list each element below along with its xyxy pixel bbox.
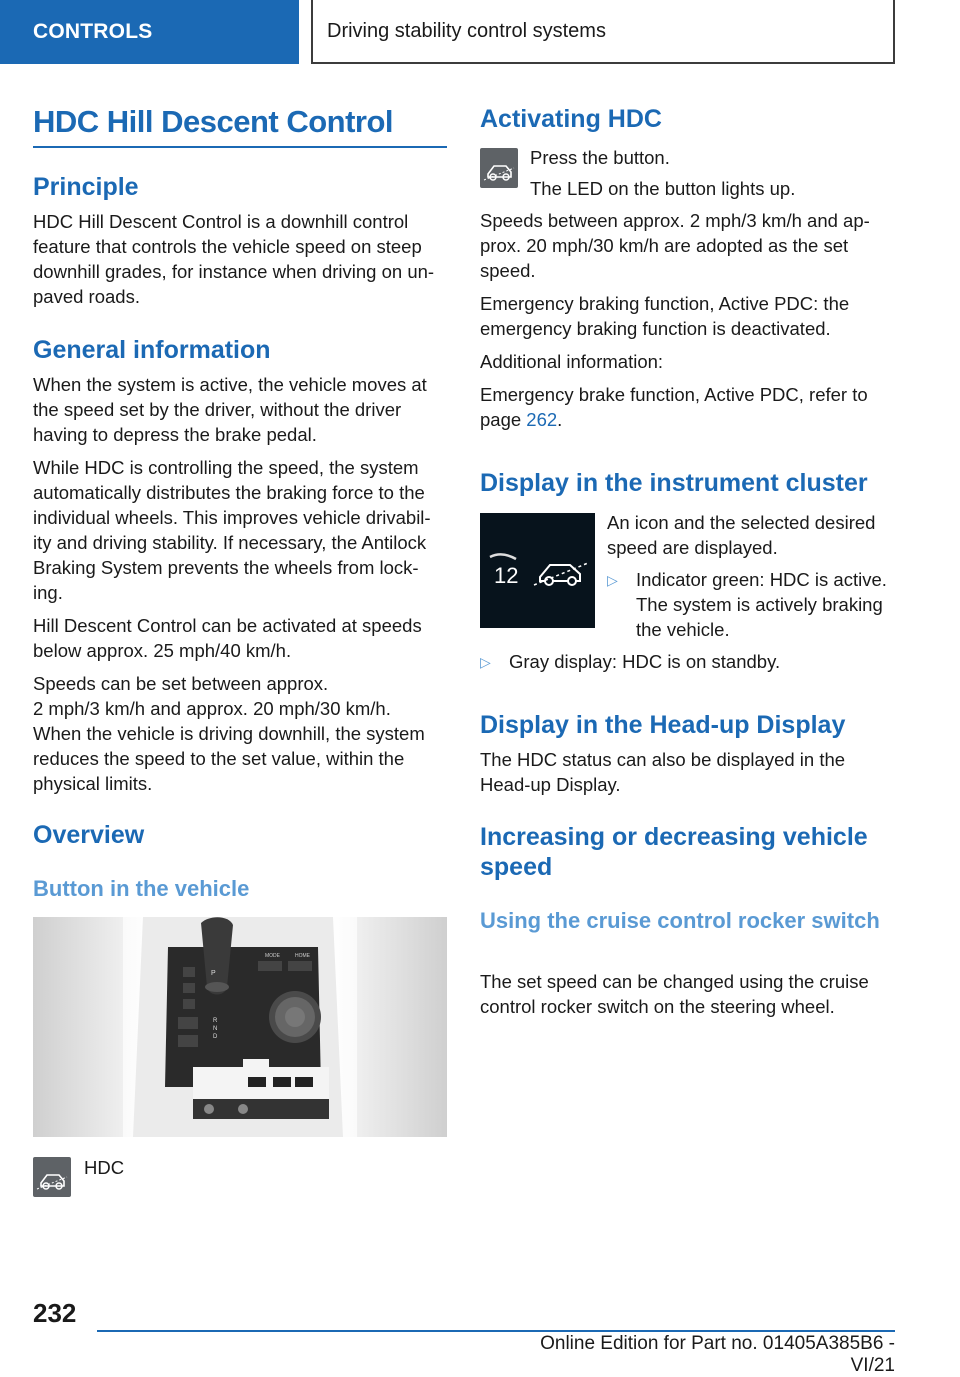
triangle-bullet-icon: ▷ xyxy=(480,654,491,670)
rocker-text: The set speed can be changed using the cruise control rocker switch on the steering wheel. xyxy=(480,971,869,1017)
rocker-heading: Using the cruise control rocker switch xyxy=(480,908,880,933)
page-title: HDC Hill Descent Control xyxy=(33,104,394,139)
activating-section xyxy=(480,208,892,432)
activating-steps xyxy=(530,145,892,201)
home-label: HOME xyxy=(295,953,310,959)
general-p1: When the system is active, the vehicle moves at the speed set by the driver, without the driver having to depress the brake pedal. xyxy=(33,374,427,445)
refer-end: . xyxy=(557,409,563,430)
hud-heading: Display in the Head-up Display xyxy=(480,711,846,739)
gear-n-label: N xyxy=(213,1026,218,1032)
hdc-icon xyxy=(33,1157,71,1197)
cluster-description xyxy=(607,510,892,560)
chapter-header xyxy=(311,0,895,64)
hud-text: The HDC status can also be displayed in the Head-up Display. xyxy=(480,749,846,795)
hdc-caption: HDC xyxy=(84,1157,125,1178)
mode-label: MODE xyxy=(265,953,280,959)
general-p3: Hill Descent Control can be activated at speeds below approx. 25 mph/40 km/h. xyxy=(33,615,422,661)
cluster-speed: 12 xyxy=(494,563,519,588)
page-262-link[interactable]: 262 xyxy=(526,409,558,430)
section-label: CONTROLS xyxy=(33,20,153,43)
hdc-caption-wrap xyxy=(84,1155,124,1180)
principle-heading: Principle xyxy=(33,173,139,201)
general-heading: General information xyxy=(33,336,271,364)
triangle-bullet-icon: ▷ xyxy=(607,572,618,588)
emergency-text: Emergency braking function, Active PDC: the emergency braking function is deactivated. xyxy=(480,293,850,339)
center-console-illustration xyxy=(33,917,447,1137)
cluster-heading: Display in the instrument cluster xyxy=(480,469,868,497)
additional-info: Additional information: xyxy=(480,351,664,372)
cluster-display xyxy=(480,513,595,628)
cluster-hdc-icon xyxy=(534,563,588,585)
bullet-gray xyxy=(480,649,892,675)
hud-section xyxy=(480,747,880,797)
hdc-button-icon xyxy=(480,148,518,188)
cluster-text: An icon and the selected desired speed are displayed. xyxy=(607,512,876,558)
speed-heading: Increasing or decreasing vehicle speed xyxy=(480,823,868,881)
bullet-green-text: Indicator green: HDC is active. The system is actively braking the vehicle. xyxy=(636,569,887,640)
button-heading: Button in the vehicle xyxy=(33,876,250,901)
section-tab xyxy=(0,0,299,64)
press-button-text: Press the button. xyxy=(530,147,670,168)
center-console-photo xyxy=(33,917,447,1137)
general-section xyxy=(33,372,447,796)
general-p4-l3: When the vehicle is driving downhill, the system reduces the speed to the set value, within the physical limits. xyxy=(33,723,425,794)
general-p4-l2: 2 mph/3 km/h and approx. 20 mph/30 km/h. xyxy=(33,698,391,719)
refer-text-line xyxy=(480,382,892,432)
title-rule xyxy=(33,146,447,148)
gear-p-label: P xyxy=(211,970,216,977)
refer-text: Emergency brake function, Active PDC, refer to page xyxy=(480,384,868,430)
overview-heading: Overview xyxy=(33,821,145,849)
gear-d-label: D xyxy=(213,1034,218,1040)
principle-text: HDC Hill Descent Control is a downhill control feature that controls the vehicle speed on steep downhill grades, for instance when driving on un‐paved roads. xyxy=(33,211,435,307)
footer-rule xyxy=(97,1330,895,1332)
gear-r-label: R xyxy=(213,1018,218,1024)
speeds-text: Speeds between approx. 2 mph/3 km/h and ap‐prox. 20 mph/30 km/h are adopted as the set speed. xyxy=(480,210,870,281)
edition-text: Online Edition for Part no. 01405A385B6 - VI/21 xyxy=(540,1333,895,1376)
rocker-section xyxy=(480,969,892,1019)
general-p4-l1: Speeds can be set between approx. xyxy=(33,673,329,694)
bullet-green xyxy=(607,567,892,642)
principle-section xyxy=(33,209,447,309)
chapter-title: Driving stability control systems xyxy=(327,19,606,42)
bullet-gray-text: Gray display: HDC is on standby. xyxy=(509,651,781,672)
led-text: The LED on the button lights up. xyxy=(530,178,796,199)
page-number: 232 xyxy=(33,1298,77,1328)
general-p2: While HDC is controlling the speed, the system automatically distributes the braking force to the individual wheels. This improves vehicle drivabil‐ity and driving stability. If necessary, the Antilock Braking System prevents the wheels from lock‐ing. xyxy=(33,457,431,603)
activating-heading: Activating HDC xyxy=(480,105,662,133)
